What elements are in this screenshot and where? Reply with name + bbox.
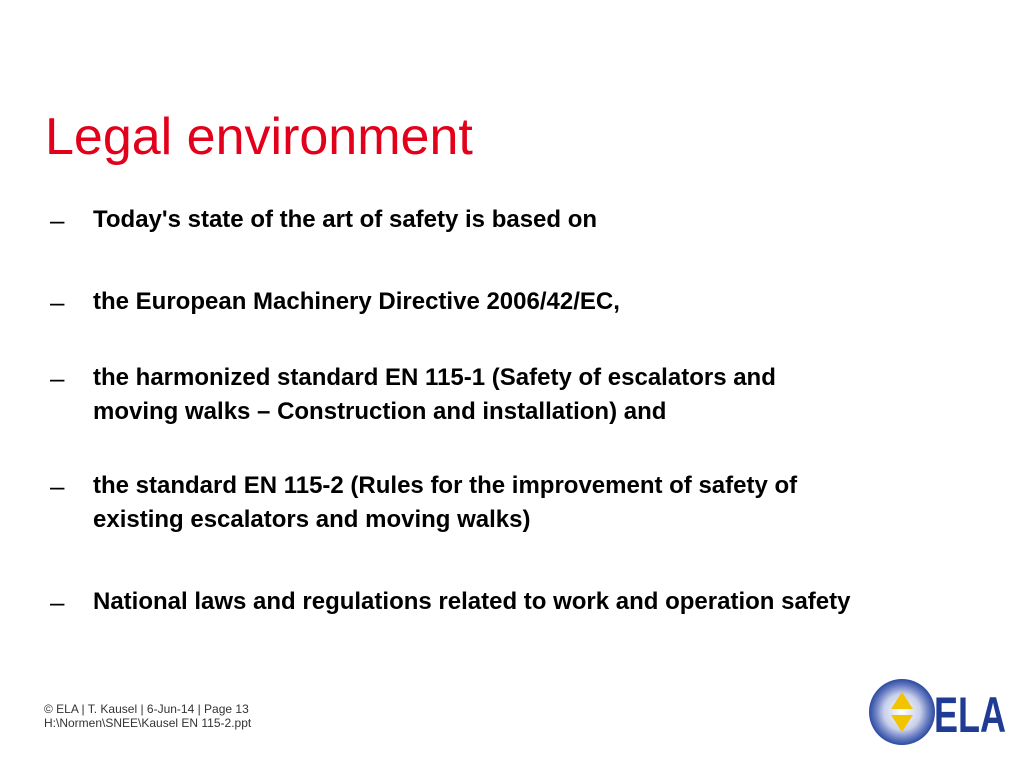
bullet-item xyxy=(50,361,870,429)
bullet-item xyxy=(50,203,870,237)
logo-orb xyxy=(869,679,935,745)
bullet-item xyxy=(50,469,870,537)
bullet-text: the harmonized standard EN 115-1 (Safety of escalators and moving walks – Construction and installation) and xyxy=(93,364,776,425)
slide-title: Legal environment xyxy=(45,108,473,166)
bullet-text: the standard EN 115-2 (Rules for the improvement of safety of existing escalators and moving walks) xyxy=(93,472,798,533)
bullet-item xyxy=(50,585,870,619)
footer-file-path: H:\Normen\SNEE\Kausel EN 115-2.ppt xyxy=(44,716,252,730)
bullet-item xyxy=(50,285,870,319)
footer-copyright: © ELA | T. Kausel | 6-Jun-14 | Page 13 xyxy=(44,702,249,716)
ela-logo-icon xyxy=(862,672,1012,752)
bullet-dash: – xyxy=(50,587,65,617)
bullet-text: National laws and regulations related to work and operation safety xyxy=(93,588,851,615)
bullet-dash: – xyxy=(50,287,65,317)
bullet-text: the European Machinery Directive 2006/42/EC, xyxy=(93,288,620,315)
bullet-dash: – xyxy=(50,205,65,235)
logo-text: ELA xyxy=(934,687,1006,743)
ela-logo xyxy=(862,672,1012,752)
bullet-text: Today's state of the art of safety is based on xyxy=(93,206,598,233)
bullet-dash: – xyxy=(50,363,65,393)
bullet-dash: – xyxy=(50,471,65,501)
slide-footer xyxy=(44,702,251,730)
